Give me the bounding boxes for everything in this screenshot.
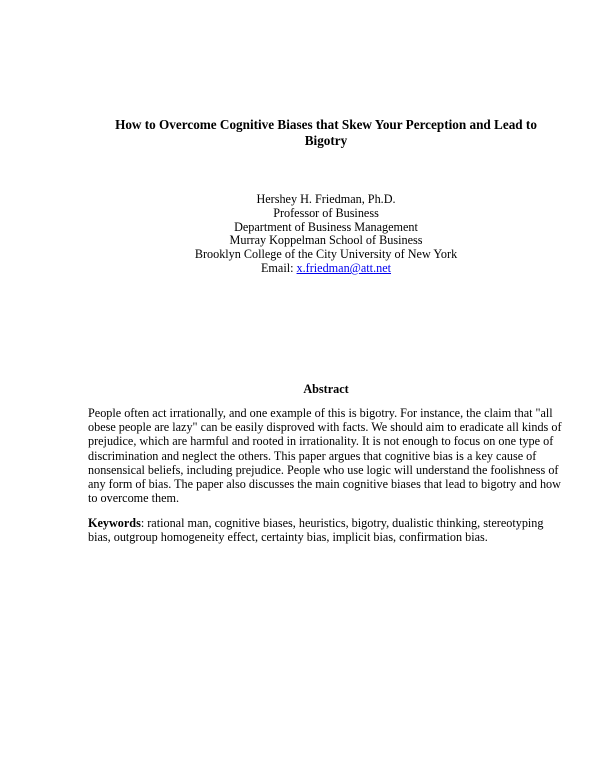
author-email-line	[100, 262, 552, 276]
email-label: Email:	[260, 260, 297, 275]
keywords-separator: :	[140, 516, 148, 530]
author-block	[100, 193, 552, 276]
author-name: Hershey H. Friedman, Ph.D.	[256, 192, 396, 206]
author-school: Murray Koppelman School of Business	[229, 233, 423, 248]
abstract-text: People often act irrationally, and one example of this is bigotry. For instance, the claim that "all obese people are lazy" can be easily disproved with facts. We should aim to eradicate all kinds of prejudice, which are harmful and rooted in irrationality. It is not enough to focus on one type of discrimination and neglect the others. This paper argues that cognitive bias is a key cause of nonsensical beliefs, including prejudice. People who use logic will understand the foolishness of any form of bias. The paper also discusses the main cognitive biases that lead to bigotry and how to overcome them.	[88, 406, 562, 506]
author-department: Department of Business Management	[234, 219, 418, 234]
abstract-heading: Abstract	[303, 382, 349, 396]
keywords-text: rational man, cognitive biases, heuristics, bigotry, dualistic thinking, stereotyping bias, outgroup homogeneity effect, certainty bias, implicit bias, confirmation bias.	[88, 516, 544, 545]
paper-title: How to Overcome Cognitive Biases that Skew Your Perception and Lead to Bigotry	[115, 117, 537, 148]
email-link[interactable]: x.friedman@att.net	[296, 260, 392, 275]
keywords-label: Keywords	[88, 516, 141, 530]
author-position: Professor of Business	[273, 205, 379, 220]
author-institution: Brooklyn College of the City University of New York	[194, 247, 458, 262]
keywords-paragraph	[88, 516, 564, 544]
